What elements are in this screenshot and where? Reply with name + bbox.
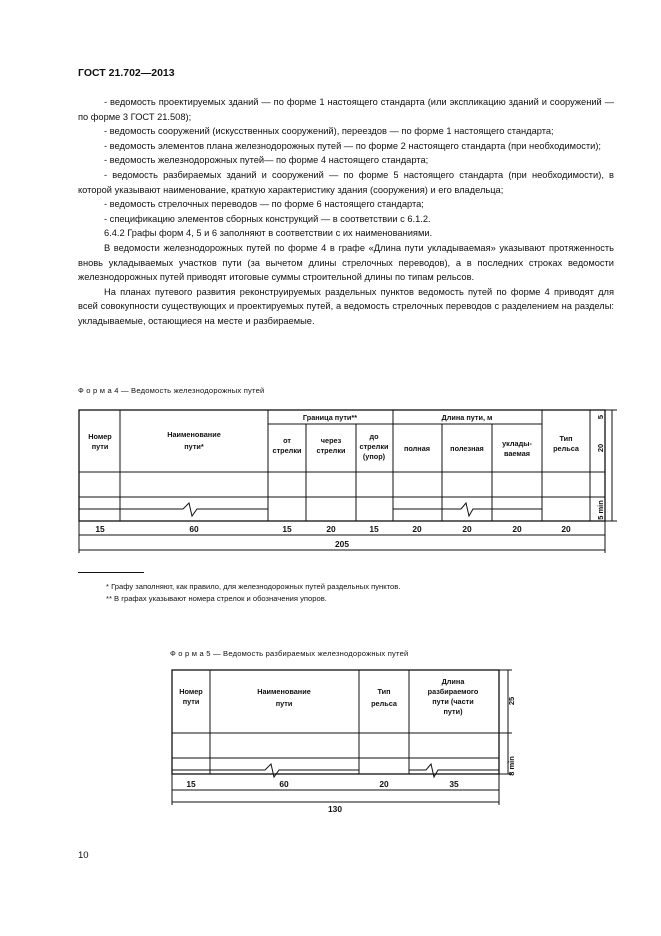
paragraph: - ведомость стрелочных переводов — по форме 6 настоящего стандарта; xyxy=(104,199,424,210)
form5-col-rail: рельса xyxy=(371,699,397,708)
paragraph: - ведомость разбираемых зданий и сооружений — по форме 5 настоящего стандарта (при необходимости), в которой указывают наименование, краткую характеристику здания (сооружения) и его владельца; xyxy=(78,169,614,195)
form4-col-number: Номер xyxy=(88,432,112,441)
form4-height-label: 5 min xyxy=(596,500,605,520)
form4-group-header-boundary: Граница пути** xyxy=(302,413,358,422)
form4-col-useful: полезная xyxy=(450,444,484,453)
form4-total-width: 205 xyxy=(335,539,349,549)
form4-caption: Ф о р м а 4 — Ведомость железнодорожных путей xyxy=(78,386,265,395)
form4-col-number: пути xyxy=(91,442,109,451)
form5-col-number: Номер xyxy=(179,687,203,696)
form5-col-number: пути xyxy=(182,697,200,706)
paragraph: В ведомости железнодорожных путей по форме 4 в графе «Длина пути укладываемая» указывают протяженность вновь укладываемых участков пути (за вычетом длины стрелочных переводов), а в последних строках ведомости железнодорожных путей приводят итоговые суммы строительной длины по типам рельсов. xyxy=(78,242,614,283)
form4-width-label: 20 xyxy=(512,524,522,534)
form4-col-name: пути* xyxy=(184,442,204,451)
form5-width-label: 35 xyxy=(449,779,459,789)
form4-height-label: 20 xyxy=(596,443,605,453)
form4-col-laid: ваемая xyxy=(503,449,531,458)
paragraph: - ведомость сооружений (искусственных сооружений), переездов — по форме 1 настоящего стандарта; xyxy=(104,126,554,137)
form5-width-label: 20 xyxy=(379,779,389,789)
form4-height-label: 5 xyxy=(596,414,605,420)
form4-col-to: до xyxy=(369,432,379,441)
form4-col-from: стрелки xyxy=(272,446,302,455)
form4-col-from: от xyxy=(283,436,291,445)
footnote-separator xyxy=(78,572,144,573)
form4-col-full: полная xyxy=(403,444,431,453)
form5-col-name: Наименование xyxy=(257,687,311,696)
form4-width-label: 15 xyxy=(95,524,105,534)
footnote: * Графу заполняют, как правило, для железнодорожных путей раздельных пунктов. xyxy=(106,582,401,591)
form4-col-to: (упор) xyxy=(362,452,386,461)
form4-width-label: 15 xyxy=(369,524,379,534)
form5-total-width: 130 xyxy=(328,804,342,814)
form5-col-rail: Тип xyxy=(377,687,391,696)
form5-col-length: пути (части xyxy=(432,697,474,706)
paragraph: 6.4.2 Графы форм 4, 5 и 6 заполняют в соответствии с их наименованиями. xyxy=(104,228,433,239)
paragraph: - ведомость элементов плана железнодорожных путей — по форме 2 настоящего стандарта (при необходимости); xyxy=(104,140,602,151)
form4-col-rail: рельса xyxy=(553,444,579,453)
form4-col-to: стрелки xyxy=(359,442,389,451)
form4-width-label: 20 xyxy=(326,524,336,534)
form4-width-label: 20 xyxy=(462,524,472,534)
paragraph: - ведомость проектируемых зданий — по форме 1 настоящего стандарта (или экспликацию зданий и сооружений — по форме 3 ГОСТ 21.508); xyxy=(78,97,614,122)
form5-height-label: 25 xyxy=(507,696,516,706)
form4-col-rail: Тип xyxy=(559,434,573,443)
form4-width-label: 20 xyxy=(412,524,422,534)
form5-width-label: 15 xyxy=(186,779,196,789)
form5-col-length: разбираемого xyxy=(427,687,479,696)
form5-col-length: Длина xyxy=(441,677,465,686)
form5-col-length: пути) xyxy=(443,707,463,716)
paragraph: - спецификацию элементов сборных конструкций — в соответствии с 6.1.2. xyxy=(104,213,431,224)
document-code: ГОСТ 21.702—2013 xyxy=(78,67,175,79)
form4-col-name: Наименование xyxy=(167,430,221,439)
form4-col-laid: уклады- xyxy=(502,439,532,448)
form4-width-label: 60 xyxy=(189,524,199,534)
form5-width-label: 60 xyxy=(279,779,289,789)
form4-group-header-length: Длина пути, м xyxy=(441,413,493,422)
form5-col-name: пути xyxy=(275,699,293,708)
form4-col-via: через xyxy=(320,436,342,445)
form4-width-label: 15 xyxy=(282,524,292,534)
paragraph: На планах путевого развития реконструируемых раздельных пунктов ведомость путей по форме 4 приводят для всей совокупности существующих и проектируемых путей, а ведомость стрелочных переводов с разделением на разделы: укладываемые, остающиеся на месте и разбираемые. xyxy=(78,286,614,326)
form4-col-via: стрелки xyxy=(316,446,346,455)
page-number: 10 xyxy=(78,850,89,861)
footnote: ** В графах указывают номера стрелок и обозначения упоров. xyxy=(106,594,327,603)
form4-width-label: 20 xyxy=(561,524,571,534)
form5-caption: Ф о р м а 5 — Ведомость разбираемых железнодорожных путей xyxy=(170,649,409,658)
paragraph: - ведомость железнодорожных путей— по форме 4 настоящего стандарта; xyxy=(104,155,429,166)
form5-height-label: 8 min xyxy=(507,756,516,776)
